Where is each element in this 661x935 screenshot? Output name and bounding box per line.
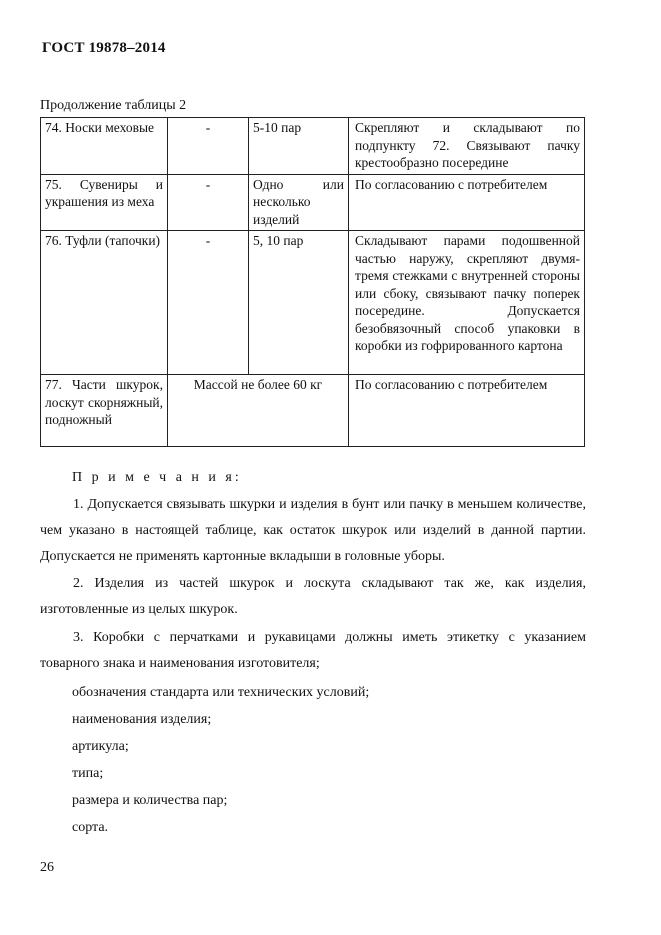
table-cell-method: По согласованию с потребителем bbox=[349, 375, 585, 447]
table-cell-quantity: 5, 10 пар bbox=[249, 231, 349, 375]
table-cell-name: 75. Сувениры и украшения из меха bbox=[41, 174, 168, 231]
note-1: 1. Допускается связывать шкурки и изделия в бунт или пачку в меньшем количестве, чем указано в настоящей таблице, как остаток шкурок или изделий в данной партии. Допускается не применять картонные вкладыши в головные уборы. bbox=[40, 497, 586, 564]
table-caption: Продолжение таблицы 2 bbox=[40, 98, 187, 113]
table-cell-name: 74. Носки меховые bbox=[41, 118, 168, 175]
label-item: сорта. bbox=[72, 820, 109, 835]
table-cell-mass: Массой не более 60 кг bbox=[168, 375, 349, 447]
label-item: обозначения стандарта или технических условий; bbox=[72, 685, 370, 700]
table-cell-dash: - bbox=[168, 231, 249, 375]
table-row bbox=[41, 174, 585, 231]
table-cell-name: 76. Туфли (тапочки) bbox=[41, 231, 168, 375]
label-item: размера и количества пар; bbox=[72, 793, 228, 808]
note-3: 3. Коробки с перчатками и рукавицами должны иметь этикетку с указанием товарного знака и наименования изготовителя; bbox=[40, 630, 586, 671]
page-number: 26 bbox=[40, 860, 54, 875]
table-cell-method: По согласованию с потребителем bbox=[349, 174, 585, 231]
table-cell-method: Складывают парами подошвенной частью наружу, скрепляют двумя-тремя стежками с внутренней стороны или сбоку, связывают пачку поперек посередине. Допускается безобвязочный способ упаковки в коробки из гофрированного картона bbox=[349, 231, 585, 375]
table-cell-dash: - bbox=[168, 174, 249, 231]
table-row bbox=[41, 375, 585, 447]
table-cell-quantity: Одно или несколько изделий bbox=[249, 174, 349, 231]
label-item: наименования изделия; bbox=[72, 712, 212, 727]
note-2: 2. Изделия из частей шкурок и лоскута складывают так же, как изделия, изготовленные из целых шкурок. bbox=[40, 576, 586, 617]
table-cell-quantity: 5-10 пар bbox=[249, 118, 349, 175]
packing-table bbox=[40, 117, 585, 447]
table-cell-name: 77. Части шкурок, лоскут скорняжный, подножный bbox=[41, 375, 168, 447]
table-row bbox=[41, 231, 585, 375]
table-cell-dash: - bbox=[168, 118, 249, 175]
label-item: артикула; bbox=[72, 739, 129, 754]
table-cell-method: Скрепляют и складывают по подпункту 72. Связывают пачку крестообразно посередине bbox=[349, 118, 585, 175]
document-header: ГОСТ 19878–2014 bbox=[42, 40, 166, 56]
label-item: типа; bbox=[72, 766, 104, 781]
table-row bbox=[41, 118, 585, 175]
notes-title: П р и м е ч а н и я: bbox=[72, 470, 242, 485]
